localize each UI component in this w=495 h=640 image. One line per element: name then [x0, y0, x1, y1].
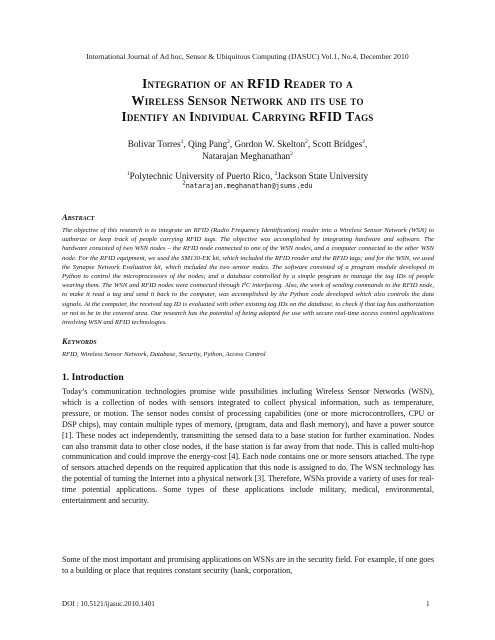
introduction-heading: 1. Introduction	[62, 372, 124, 383]
email-address: natarajan.meghanathan@jsums.edu	[185, 182, 313, 190]
title-line-1: Integration of an RFID Reader to a	[142, 76, 353, 91]
author-name: Qing Pang	[188, 139, 228, 149]
abstract-heading: Abstract	[62, 213, 95, 222]
affiliation-2: Jackson State University	[277, 171, 369, 181]
keywords-heading: Keywords	[62, 337, 97, 346]
journal-header: International Journal of Ad hoc, Sensor & Ubiquitous Computing (IJASUC) Vol.1, No.4, December 2010	[86, 52, 409, 61]
author-affiliation-mark: 2	[227, 138, 230, 145]
affiliation-1: Polytechnic University of Puerto Rico,	[129, 171, 273, 181]
title-line-3: Identify an Individual Carrying RFID Tags	[121, 109, 374, 124]
contact-email	[80, 181, 415, 191]
paper-title	[60, 76, 435, 126]
page-number: 1	[426, 600, 430, 608]
footer-doi: DOI : 10.5121/ijasuc.2010.1401	[62, 600, 155, 608]
affiliation-mark: 2	[274, 170, 278, 177]
authors-line-2	[80, 150, 415, 162]
author-list	[80, 138, 415, 162]
email-affiliation-mark: 2	[182, 180, 186, 187]
author-name: Gordon W. Skelton	[234, 139, 306, 149]
author-affiliation-mark: 2	[290, 150, 293, 157]
abstract-text: The objective of this research is to integrate an RFID (Radio Frequency Identification) reader into a Wireless Sensor Network (WSN) to authorize or keep track of people carrying RFID tags. The objective was accomplished by integrating hardware and software. The hardware consisted of two WSN nodes – the RFID node connected to one of the WSN nodes, and a computer connected to the other WSN node. For the RFID equipment, we used the SM130-EK kit, which included the RFID reader and the RFID tags; and for the WSN, we used the Synapse Network Evaluation kit, which included the two sensor nodes. The software consisted of a program module developed in Python to control the microprocessors of the nodes; and a database controlled by a simple program to manage the tag IDs of people wearing them. The WSN and RFID nodes were connected through I²C interfacing. Also, the work of sending commands to the RFID node, to make it read a tag and send it back to the computer, was accomplished by the Python code developed which also controls the data signals. At the computer, the received tag ID is evaluated with other existing tag IDs on the database, to check if that tag has authorization or not to be in the covered area. Our research has the potential of being adapted for use with secure real-time access control applications involving WSN and RFID technologies.	[62, 227, 434, 327]
author-affiliation-mark: 2	[362, 138, 366, 145]
author-affiliation-mark: 2	[305, 138, 308, 145]
author-name: Scott Bridges	[312, 139, 363, 149]
introduction-paragraph-1: Today’s communication technologies promise wide possibilities including Wireless Sensor Networks (WSN), which is a collection of nodes with sensors integrated to collect physical information, such as temperature, pressure, or motion. The sensor nodes consist of processing capabilities (one or more microcontrollers, CPU or DSP chips), may contain multiple types of memory, (program, data and flash memory), and have a power source [1]. These nodes act independently, transmitting the sensed data to a base station for further examination. Nodes can also transmit data to other close nodes, if the base station is far away from that node. This is called multi-hop communication and could improve the energy-cost [4]. Each node contains one or more sensors attached. The type of sensors attached depends on the required application that this node is assigned to do. The WSN technology has the potential of turning the Internet into a physical network [3]. Therefore, WSNs provide a variety of uses for real-time potential applications. Some types of these applications include military, medical, environmental, entertainment and security.	[62, 387, 434, 506]
authors-line-1: Bolivar Torres$^1$, Qing Pang$^2$, Gordon W. Skelton$^2$, Scott Bridges$^2$,	[127, 138, 368, 149]
introduction-paragraph-2: Some of the most important and promising applications on WSNs are in the security field. For example, if one goes to a building or place that requires constant security (bank, corporation,	[62, 555, 434, 575]
author-affiliation-mark: 1	[180, 138, 184, 145]
title-line-2: Wireless Sensor Network and its use to	[131, 92, 364, 108]
author-name: Natarajan Meghanathan	[202, 151, 291, 161]
keywords-text: RFID, Wireless Sensor Network, Database, Security, Python, Access Control	[62, 351, 266, 358]
affiliation-mark: 1	[126, 170, 130, 177]
author-name: Bolivar Torres	[127, 139, 181, 149]
